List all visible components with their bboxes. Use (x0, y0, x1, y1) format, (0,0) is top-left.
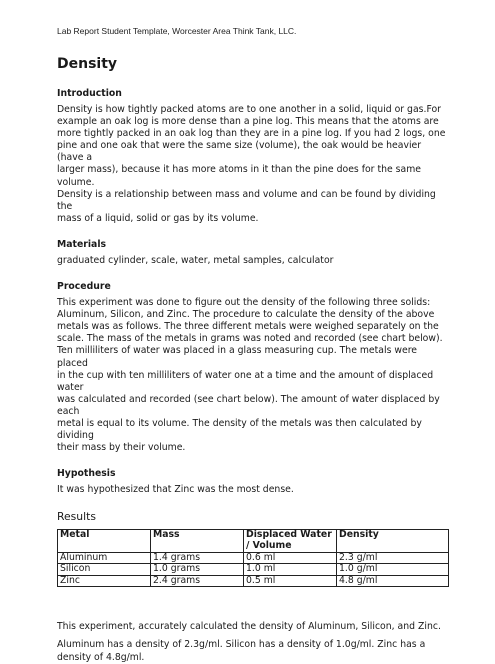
materials-text: graduated cylinder, scale, water, metal samples, calculator (57, 254, 334, 266)
table-cell: 0.6 ml (244, 552, 337, 564)
conclusion-line: Aluminum has a density of 2.3g/ml. Silicon has a density of 1.0g/ml. Zinc has a (57, 639, 426, 651)
procedure-line: scale. The mass of the metals in grams was noted and recorded (see chart below). (57, 333, 443, 345)
conclusion-line: density of 4.8g/ml. (57, 651, 145, 663)
table-cell: 1.0 ml (244, 564, 337, 576)
page-header: Lab Report Student Template, Worcester Area Think Tank, LLC. (57, 26, 297, 36)
procedure-heading: Procedure (57, 281, 111, 293)
introduction-line: Density is a relationship between mass and volume and can be found by dividing the (57, 188, 436, 212)
table-cell: 1.0 g/ml (337, 564, 449, 576)
procedure-line: metal is equal to its volume. The density of the metals was then calculated by dividing (57, 417, 422, 442)
materials-heading: Materials (57, 238, 107, 250)
column-header-density: Density (337, 530, 449, 552)
column-header-volume: Displaced Water / Volume (244, 530, 337, 552)
introduction-line: larger mass), because it has more atoms in it than the pine does for the same volume. (57, 164, 421, 188)
introduction-line: example an oak log is more dense than a pine log. This means that the atoms are (57, 116, 439, 128)
page-title: Density (57, 56, 118, 72)
table-row (58, 552, 449, 564)
introduction-line: Density is how tightly packed atoms are to one another in a solid, liquid or gas.For (57, 104, 441, 115)
table-row (58, 575, 449, 587)
table-cell: Zinc (58, 575, 151, 587)
table-cell: Silicon (58, 564, 151, 576)
table-cell: 0.5 ml (244, 575, 337, 587)
table-cell: 1.0 grams (151, 564, 244, 576)
hypothesis-heading: Hypothesis (57, 468, 116, 480)
hypothesis-section (57, 468, 449, 496)
table-header-row (58, 530, 449, 552)
procedure-line: Aluminum, Silicon, and Zinc. The procedure to calculate the density of the above (57, 309, 435, 321)
table-row (58, 564, 449, 576)
procedure-line: Ten milliliters of water was placed in a glass measuring cup. The metals were placed (57, 345, 418, 369)
conclusion-section (57, 621, 449, 663)
conclusion-line: This experiment, accurately calculated the density of Aluminum, Silicon, and Zinc. (57, 621, 441, 633)
procedure-section (57, 281, 449, 454)
table-cell: 4.8 g/ml (337, 575, 449, 587)
hypothesis-text: It was hypothesized that Zinc was the most dense. (57, 484, 294, 496)
procedure-line: metals was as follows. The three different metals were weighed separately on the (57, 321, 439, 333)
table-cell: 2.3 g/ml (337, 552, 449, 564)
introduction-line: mass of a liquid, solid or gas by its volume. (57, 212, 259, 224)
introduction-heading: Introduction (57, 88, 122, 99)
materials-section (57, 239, 449, 267)
table-cell: 1.4 grams (151, 552, 244, 564)
column-header-mass: Mass (151, 530, 244, 552)
procedure-line: their mass by their volume. (57, 442, 186, 454)
table-cell: 2.4 grams (151, 575, 244, 587)
results-heading: Results (57, 510, 96, 524)
document-page (57, 26, 449, 664)
procedure-line: was calculated and recorded (see chart below). The amount of water displaced by each (57, 393, 440, 417)
table-cell: Aluminum (58, 552, 151, 564)
procedure-line: in the cup with ten milliliters of water one at a time and the amount of displaced water (57, 369, 434, 393)
introduction-line: more tightly packed in an oak log than they are in a pine log. If you had 2 logs, one (57, 128, 446, 140)
column-header-metal: Metal (58, 530, 151, 552)
introduction-line: pine and one oak that were the same size (volume), the oak would be heavier (have a (57, 140, 422, 164)
results-section (57, 510, 449, 587)
procedure-line: This experiment was done to figure out the density of the following three solids: (57, 297, 431, 309)
introduction-section (57, 88, 449, 225)
spacer (57, 587, 449, 621)
results-table (57, 529, 449, 587)
